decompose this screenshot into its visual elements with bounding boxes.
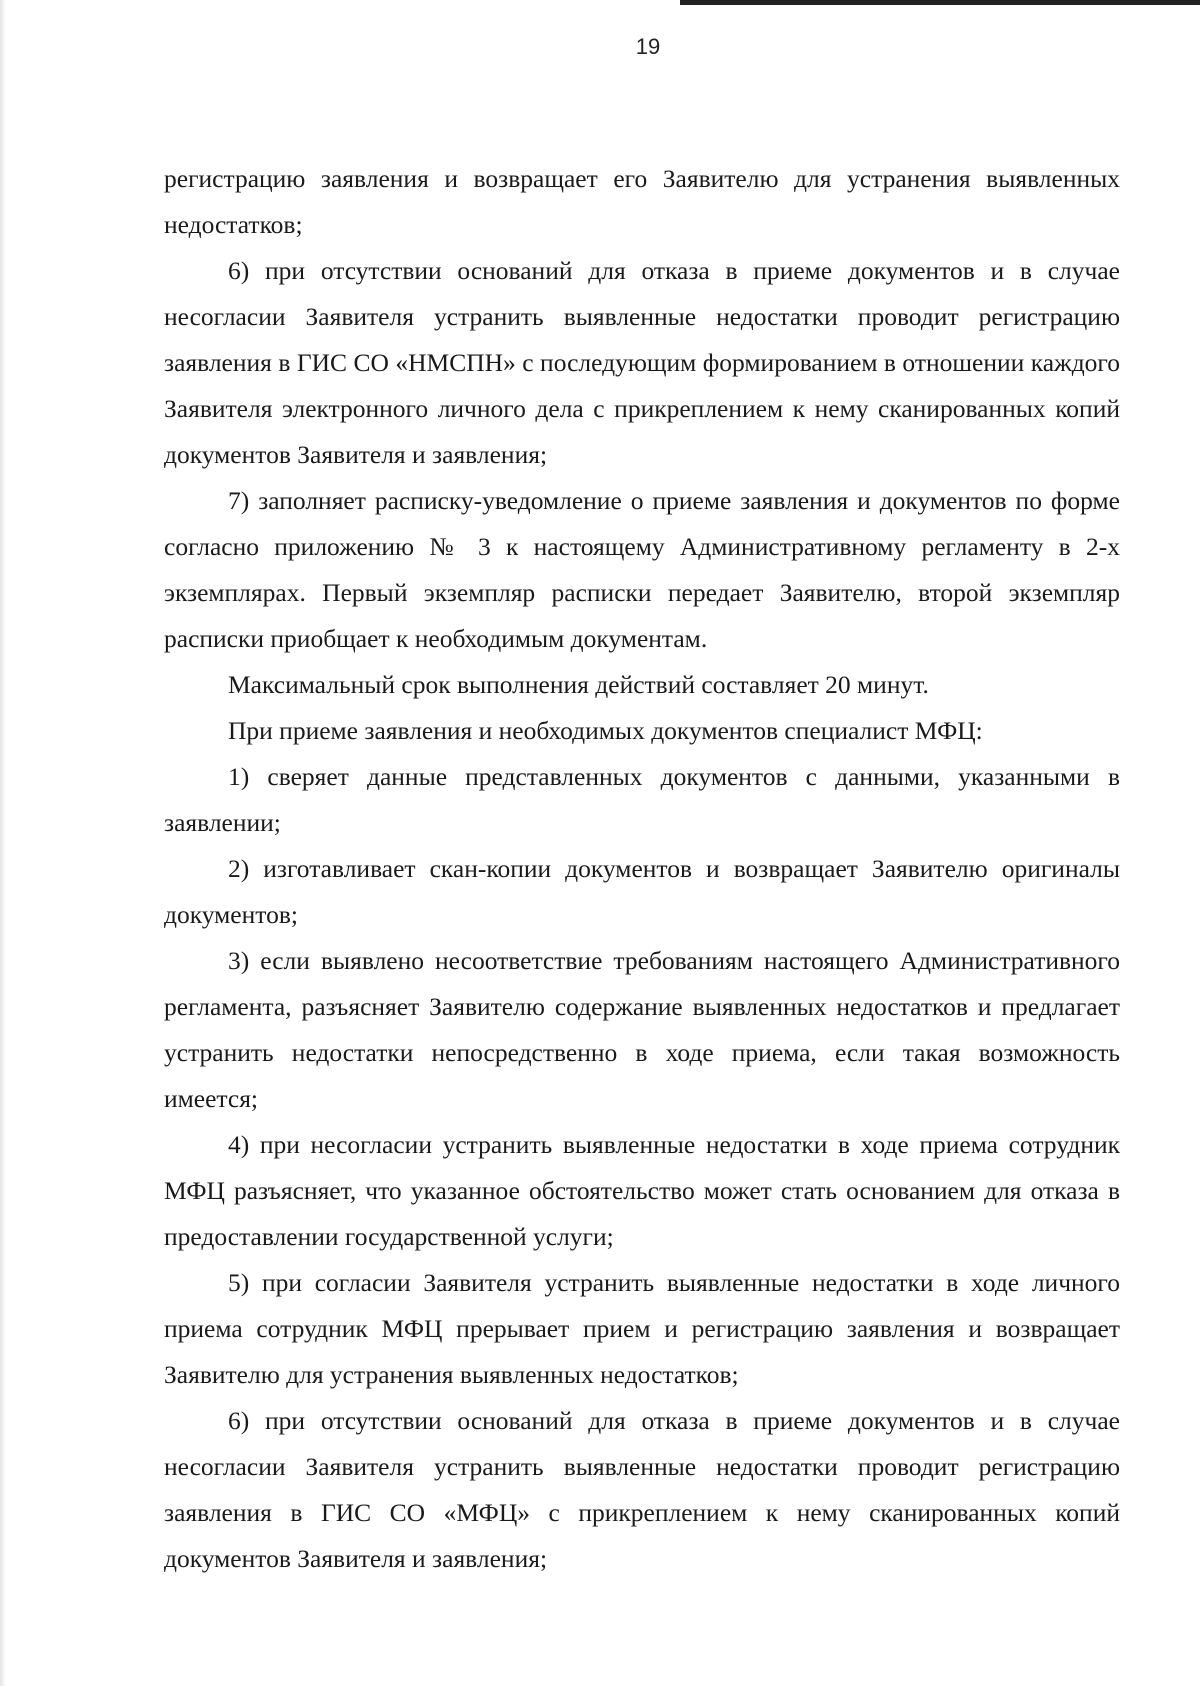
paragraph-mfc-item-5: 5) при согласии Заявителя устранить выявленные недостатки в ходе личного приема сотрудник МФЦ прерывает прием и регистрацию заявления и возвращает Заявителю для устранения выявленных недостатков; (164, 1268, 1120, 1389)
paragraph-mfc-item-4: 4) при несогласии устранить выявленные недостатки в ходе приема сотрудник МФЦ разъясняет, что указанное обстоятельство может стать основанием для отказа в предоставлении государственной услуги; (164, 1130, 1120, 1251)
paragraph-mfc-item-6: 6) при отсутствии оснований для отказа в приеме документов и в случае несогласии Заявителя устранить выявленные недостатки проводит регистрацию заявления в ГИС СО «МФЦ» с прикреплением к нему сканированных копий документов Заявителя и заявления; (164, 1406, 1120, 1573)
document-body (164, 156, 1120, 1582)
paragraph-mfc-item-1: 1) сверяет данные представленных документов с данными, указанными в заявлении; (164, 762, 1120, 837)
paragraph-continuation: регистрацию заявления и возвращает его Заявителю для устранения выявленных недостатков; (164, 164, 1120, 239)
page-number: 19 (635, 34, 661, 59)
paragraph-mfc-item-3: 3) если выявлено несоответствие требованиям настоящего Административного регламента, разъясняет Заявителю содержание выявленных недостатков и предлагает устранить недостатки непосредственно в ходе приема, если такая возможность имеется; (164, 946, 1120, 1113)
paragraph-max-time: Максимальный срок выполнения действий составляет 20 минут. (228, 670, 929, 699)
paragraph-item-6-registration-nmspn: 6) при отсутствии оснований для отказа в приеме документов и в случае несогласии Заявителя устранить выявленные недостатки проводит регистрацию заявления в ГИС СО «НМСПН» с последующим формированием в отношении каждого Заявителя электронного личного дела с прикреплением к нему сканированных копий документов Заявителя и заявления; (164, 256, 1120, 469)
paragraph-mfc-intro: При приеме заявления и необходимых документов специалист МФЦ: (228, 716, 983, 745)
scan-edge-left (0, 0, 6, 1686)
paragraph-item-7-receipt: 7) заполняет расписку-уведомление о приеме заявления и документов по форме согласно приложению № 3 к настоящему Административному регламенту в 2-х экземплярах. Первый экземпляр расписки передает Заявителю, второй экземпляр расписки приобщает к необходимым документам. (164, 486, 1120, 653)
paragraph-mfc-item-2: 2) изготавливает скан-копии документов и возвращает Заявителю оригиналы документов; (164, 854, 1120, 929)
scan-edge-top (680, 0, 1200, 5)
